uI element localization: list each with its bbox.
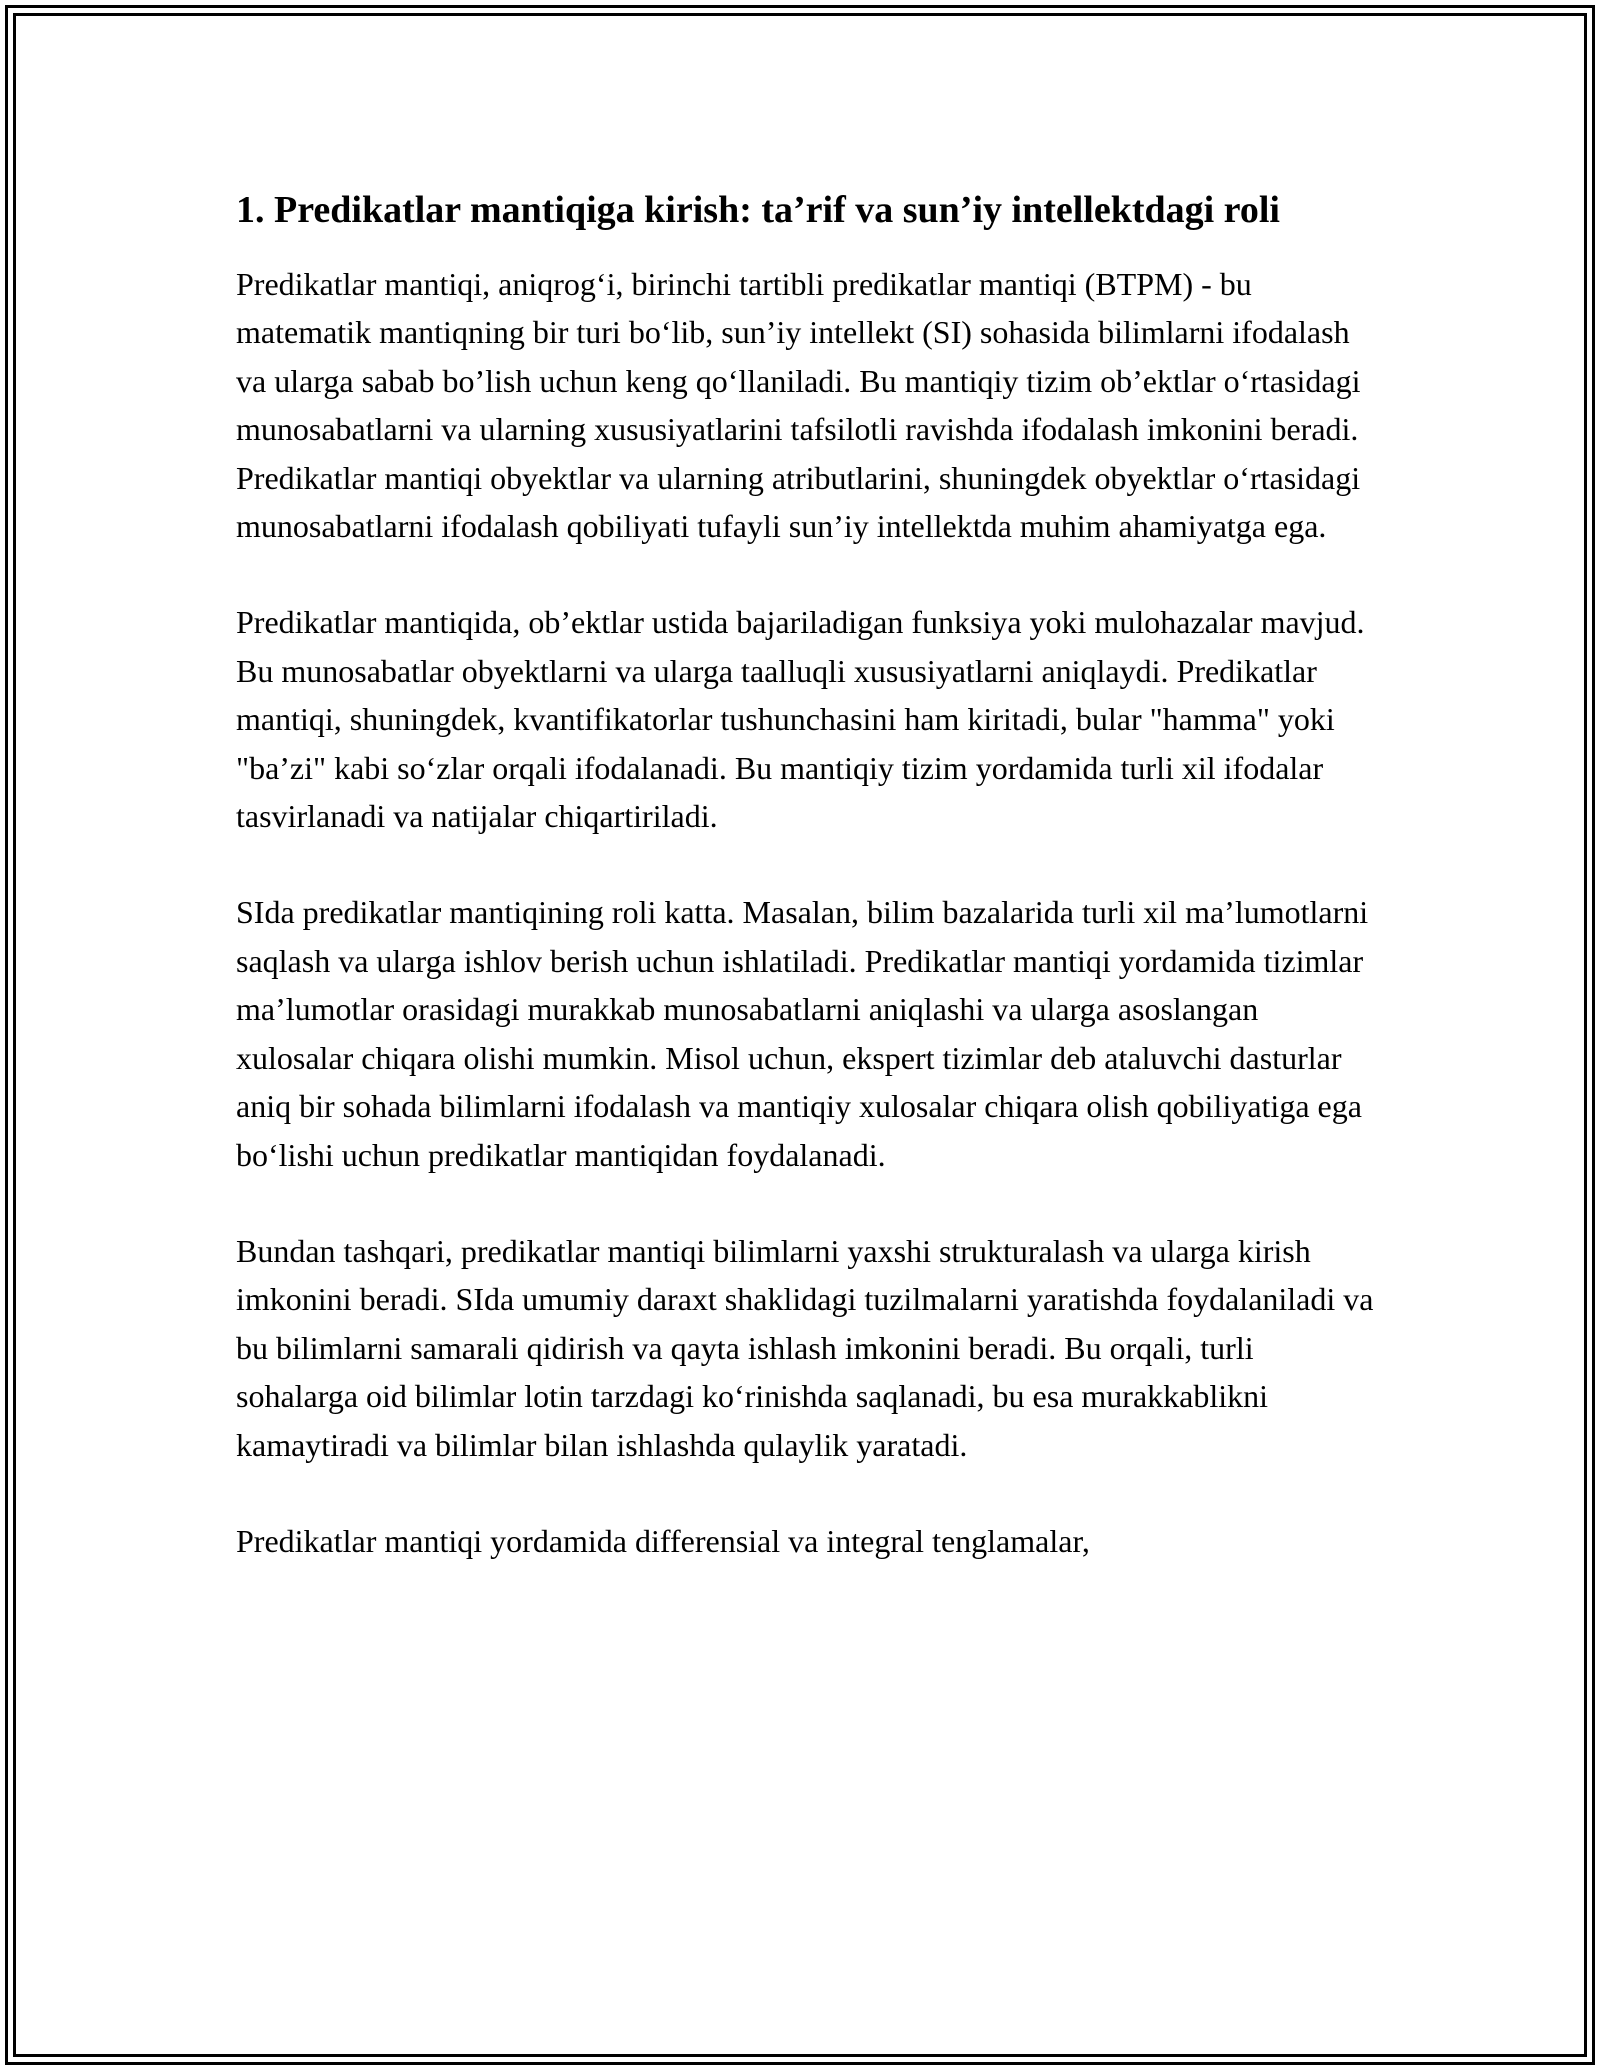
section-heading: 1. Predikatlar mantiqiga kirish: ta’rif va sun’iy intellektdagi roli [236, 189, 1280, 231]
document-body [236, 183, 1376, 1613]
paragraph-5: Predikatlar mantiqi yordamida differensial va integral tenglamalar, [236, 1522, 1090, 1559]
paragraph-3: SIda predikatlar mantiqining roli katta. Masalan, bilim bazalarida turli xil ma’lumotlarni saqlash va ularga ishlov berish uchun ishlatiladi. Predikatlar mantiqi yordamida tizimlar ma’lumotlar orasidagi murakkab munosabatlarni aniqlashi va ularga asoslangan xulosalar chiqara olishi mumkin. Misol uchun, ekspert tizimlar deb ataluvchi dasturlar aniq bir sohada bilimlarni ifodalash va mantiqiy xulosalar chiqara olish qobiliyatiga ega bo‘lishi uchun predikatlar mantiqidan foydalanadi. [236, 894, 1369, 1173]
paragraph-1: Predikatlar mantiqi, aniqrog‘i, birinchi tartibli predikatlar mantiqi (BTPM) - bu matematik mantiqning bir turi bo‘lib, sun’iy intellekt (SI) sohasida bilimlarni ifodalash va ularga sabab bo’lish uchun keng qo‘llaniladi. Bu mantiqiy tizim ob’ektlar o‘rtasidagi munosabatlarni va ularning xususiyatlarini tafsilotli ravishda ifodalash imkonini beradi. Predikatlar mantiqi obyektlar va ularning atributlarini, shuningdek obyektlar o‘rtasidagi munosabatlarni ifodalash qobiliyati tufayli sun’iy intellektda muhim ahamiyatga ega. [236, 266, 1361, 545]
paragraph-4: Bundan tashqari, predikatlar mantiqi bilimlarni yaxshi strukturalash va ularga kirish imkonini beradi. SIda umumiy daraxt shaklidagi tuzilmalarni yaratishda foydalaniladi va bu bilimlarni samarali qidirish va qayta ishlash imkonini beradi. Bu orqali, turli sohalarga oid bilimlar lotin tarzdagi ko‘rinishda saqlanadi, bu esa murakkablikni kamaytiradi va bilimlar bilan ishlashda qulaylik yaratadi. [236, 1232, 1374, 1463]
paragraph-2: Predikatlar mantiqida, ob’ektlar ustida bajariladigan funksiya yoki mulohazalar mavjud. Bu munosabatlar obyektlarni va ularga taalluqli xususiyatlarni aniqlaydi. Predikatlar mantiqi, shuningdek, kvantifikatorlar tushunchasini ham kiritadi, bular "hamma" yoki "ba’zi" kabi so‘zlar orqali ifodalanadi. Bu mantiqiy tizim yordamida turli xil ifodalar tasvirlanadi va natijalar chiqartiriladi. [236, 604, 1365, 835]
